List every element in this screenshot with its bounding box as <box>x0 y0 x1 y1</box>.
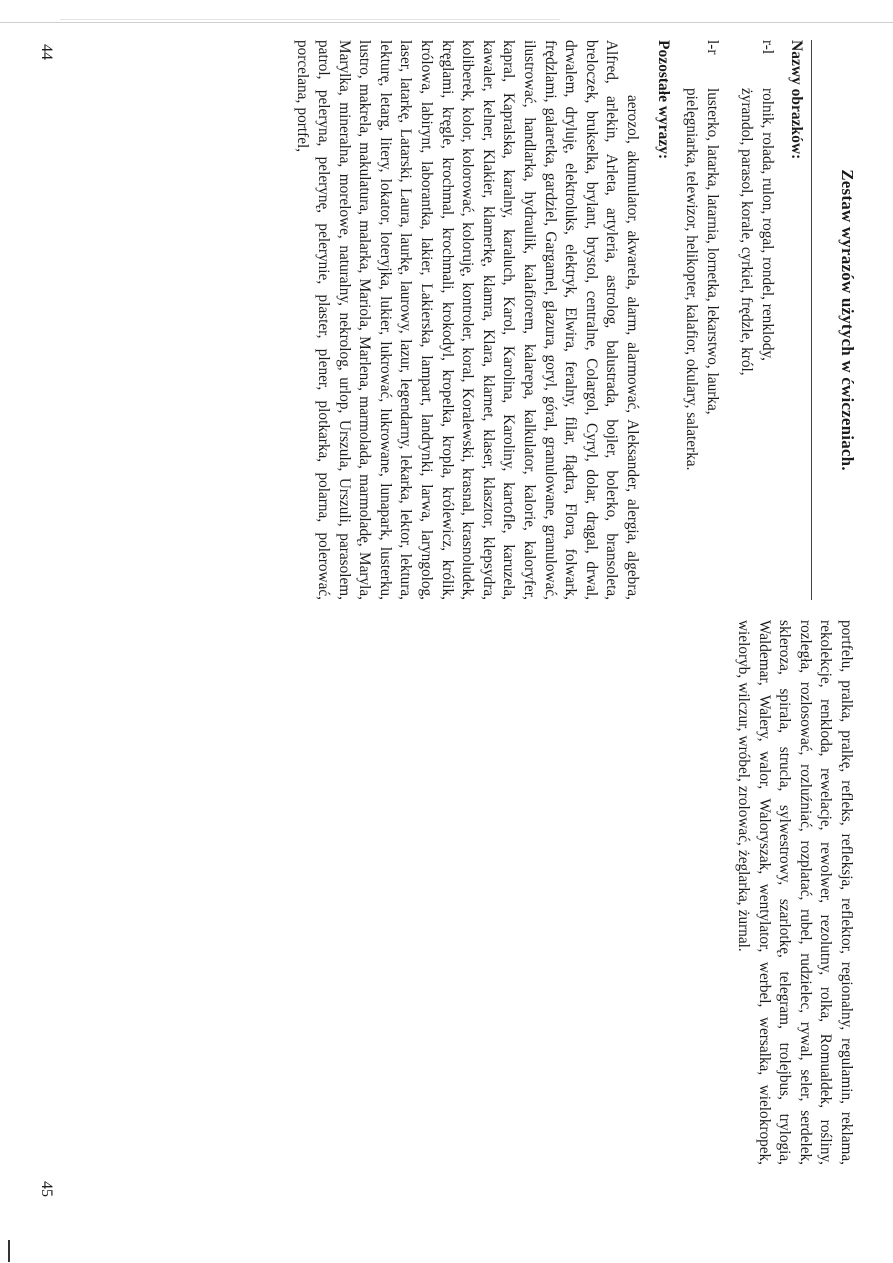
group-line: lusterko, latarka, latarnia, lornetka, lekarstwo, laurka, <box>704 88 721 415</box>
title-rule <box>811 40 812 600</box>
group-label: l-r <box>704 40 721 55</box>
picture-names-heading: Nazwy obrazków: <box>788 40 805 160</box>
other-words-heading: Pozostałe wyrazy: <box>655 40 672 160</box>
other-words-paragraph: aerozol, akumulator, akwarela, alarm, alarmować, Aleksander, alergia, algebra, Alfred, arlekin, Arleta, artyleria, astrolog, balustrada, bojler, bolerko, bransoleta, breloczek, brukselka, brylant, brystol, centralne, Colargol, Cyryl, dolar, drągal, drwal, drwalem, dryluję, elektroluks, elektryk, Elwira, feralny, filar, flądra, Flora, folwark, frędzlami, galaretka, gardziel, Gargamel, glazura, goryl, góral, granulowane, granulować, ilustrować, handlarka, hydraulik, kalafiorem, kalarepa, kalkulator, kalorie, kaloryfer, kapral, Kapralska, karalny, karaluch, Karol, Karolina, Karoliny, kartofle, karuzela, kawaler, kelner, Klakier, klamerkę, klamra, Klara, klarnet, klaser, klasztor, klepsydra, koliberek, kolor, kolorować, koloruję, kontroler, koral, Koralewski, krasnal, krasnoludek, kręglami, kręgle, krochmal, krochmali, krokodyl, kropelka, kropla, królewicz, królik, królowa, labirynt, laborantka, lakier, Lakierska, lampart, landrynki, larwa, laryngolog, laser, latarkę, Latarski, Laura, laurkę, laurowy, lazur, legendarny, lekarka, lektor, lektura, lekturę, letarg, litery, lokator, loteryjka, lukier, lukrować, lukrowane, lunapark, lusterku, lustro, makrela, makulatura, malarka, Mariola, Marlena, marmolada, marmoladę, Maryla, Marylka, mineralna, morelowe, naturalny, nekrolog, urlop, Urszula, Urszuli, parasolem, patrol, peleryna, pelerynę, pelerynie, plaster, plener, plotkarka, polarna, polerować, porcelana, portfel, <box>294 40 641 600</box>
group-words <box>681 88 723 600</box>
group-line: pielęgniarka, telewizor, helikopter, kalafior, okulary, salaterka. <box>683 88 700 471</box>
page-number: 45 <box>38 1181 55 1197</box>
continued-words-paragraph: portfelu, pralka, pralkę, refleks, refleksja, reflektor, regionalny, regulamin, reklama, rekolekcje, renkloda, rewelacje, rewolwer, rezolutny, rolka, Romualdek, rośliny, rozległa, rozlosować, rozluźniać, rozplatać, rubel, rudzielec, rywal, seler, serdelek, skleroza, spirala, strucla, sylwestrowy, szarlotkę, telegram, trolejbus, trylogia, Waldemar, Walery, walor, Waloryszak, wentylator, werbel, wersalka, wielokropek, wieloryb, wilczur, wróbel, zrolować, żeglarka, żurnal. <box>735 620 855 1165</box>
group-label: r-l <box>759 40 776 55</box>
group-words <box>736 88 778 600</box>
page-44 <box>0 40 893 640</box>
group-line: rolnik, rolada, rulon, rogal, rondel, renklody, <box>759 88 776 362</box>
page-45 <box>0 620 893 1220</box>
group-line: żyrandol, parasol, korale, cyrkiel, frędzle, król, <box>738 88 755 376</box>
page-number: 44 <box>38 44 55 60</box>
page-title: Zestaw wyrazów użytych w ćwiczeniach. <box>838 169 857 471</box>
